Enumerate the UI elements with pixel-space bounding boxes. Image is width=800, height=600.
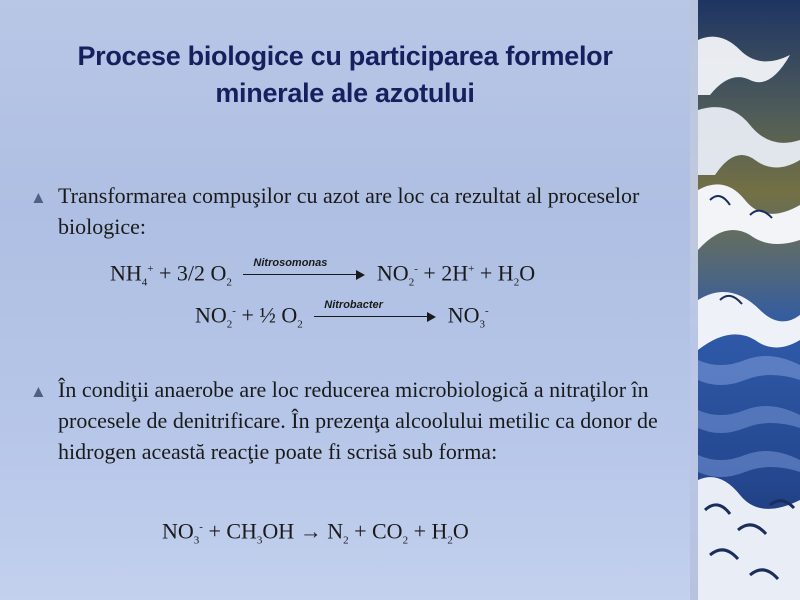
title-line-2: minerale ale azotului bbox=[215, 78, 475, 108]
equation-denitrification bbox=[162, 514, 469, 554]
equation-nitrobacter bbox=[195, 298, 489, 338]
eq3-co: + CO bbox=[348, 518, 403, 544]
eq3-no: NO bbox=[162, 518, 194, 544]
eq1-mid: + 3/2 O bbox=[153, 260, 227, 286]
bullet-text-2: În condiţii anaerobe are loc reducerea microbiologică a nitraţilor în procesele de denitrificare. În prezenţa alcoolului metilic ca donor de hidrogen această reacţie poate fi scrisă sub forma: bbox=[58, 377, 658, 464]
slide-title bbox=[20, 38, 670, 112]
catalyst-label: Nitrobacter bbox=[324, 299, 383, 312]
eq3-mid: + CH bbox=[202, 518, 257, 544]
eq3-n: N bbox=[327, 518, 344, 544]
eq1-h-sup: + bbox=[468, 263, 475, 275]
eq1-no-sup: - bbox=[414, 263, 418, 275]
eq3-co-sub: 2 bbox=[402, 534, 409, 547]
eq1-nh-sup: + bbox=[147, 263, 154, 275]
eq2-mid: + ½ O bbox=[235, 302, 298, 328]
eq1-nh-sub: 4 bbox=[141, 276, 148, 289]
eq1-rest2: + H bbox=[474, 260, 514, 286]
eq3-h-sub: 2 bbox=[447, 534, 453, 547]
triangle-bullet-icon: ▲ bbox=[30, 382, 47, 401]
eq3-no-sub: 3 bbox=[193, 534, 200, 547]
reaction-arrow-icon bbox=[314, 299, 436, 324]
eq2-o2-sub: 2 bbox=[297, 318, 303, 331]
eq2-prod-sup: - bbox=[485, 305, 489, 317]
eq2-prod-sub: 3 bbox=[479, 318, 486, 331]
eq2-no-sub: 2 bbox=[226, 318, 233, 331]
eq1-no: NO bbox=[376, 260, 409, 286]
bullet-item-1 bbox=[30, 180, 670, 242]
eq1-h2-sub: 2 bbox=[513, 276, 520, 289]
eq3-ch-sub: 3 bbox=[256, 534, 263, 547]
eq3-oh: OH bbox=[262, 518, 295, 544]
eq2-no-sup: - bbox=[232, 305, 236, 317]
eq3-no-sup: - bbox=[199, 521, 203, 533]
eq1-o2-sub: 2 bbox=[226, 276, 232, 289]
eq1-nh: NH bbox=[110, 260, 142, 286]
catalyst-label: Nitrosomonas bbox=[253, 257, 328, 270]
eq3-n-sub: 2 bbox=[343, 534, 349, 547]
eq1-rest3: O bbox=[519, 260, 536, 286]
title-line-1: Procese biologice cu participarea formelor bbox=[77, 41, 613, 71]
eq1-rest1: + 2H bbox=[417, 260, 469, 286]
reaction-arrow-icon bbox=[243, 257, 365, 282]
eq3-arrow: → bbox=[294, 518, 328, 544]
equation-nitrosomonas bbox=[110, 256, 535, 296]
eq3-h: + H bbox=[408, 518, 448, 544]
triangle-bullet-icon: ▲ bbox=[30, 188, 47, 207]
eq3-o: O bbox=[452, 518, 469, 544]
ocean-wave-icon bbox=[690, 0, 800, 600]
eq2-prod: NO bbox=[447, 302, 480, 328]
bullet-item-2 bbox=[30, 374, 670, 467]
eq2-no: NO bbox=[195, 302, 227, 328]
bullet-text-1: Transformarea compuşilor cu azot are loc ca rezultat al proceselor biologice: bbox=[58, 183, 640, 239]
eq1-no-sub: 2 bbox=[408, 276, 415, 289]
